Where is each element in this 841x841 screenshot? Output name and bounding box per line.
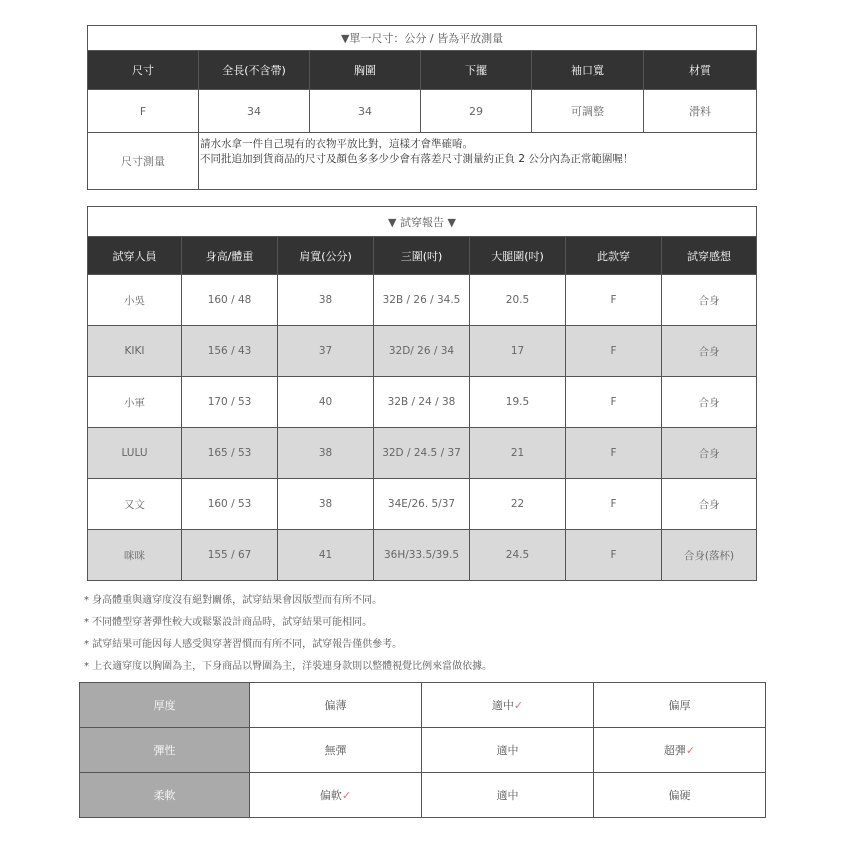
thigh: 19.5 <box>470 377 566 428</box>
length-value: 34 <box>199 90 310 133</box>
size-worn: F <box>566 479 662 530</box>
attribute-label: 厚度 <box>80 683 250 728</box>
feedback: 合身 <box>662 326 757 377</box>
size-worn: F <box>566 530 662 581</box>
tester-name: KIKI <box>88 326 182 377</box>
thigh: 21 <box>470 428 566 479</box>
shoulder-width: 38 <box>278 479 374 530</box>
shoulder-width: 38 <box>278 275 374 326</box>
table-row <box>88 428 757 479</box>
table-row <box>88 377 757 428</box>
thigh: 20.5 <box>470 275 566 326</box>
fit-header-height-weight: 身高/體重 <box>182 237 278 275</box>
size-table <box>87 25 757 190</box>
attribute-row <box>80 683 766 728</box>
note-item: * 上衣適穿度以胸圍為主，下身商品以臀圍為主，洋裝連身款則以整體視覺比例來當做依據。 <box>84 661 493 672</box>
fit-report-header <box>88 237 757 275</box>
size-worn: F <box>566 326 662 377</box>
size-worn: F <box>566 377 662 428</box>
height-weight: 155 / 67 <box>182 530 278 581</box>
thigh: 22 <box>470 479 566 530</box>
feedback: 合身 <box>662 479 757 530</box>
measurements: 32D / 24.5 / 37 <box>374 428 470 479</box>
height-weight: 165 / 53 <box>182 428 278 479</box>
attribute-option: 偏薄 <box>250 683 422 728</box>
table-row <box>88 479 757 530</box>
attribute-option: 適中✓ <box>422 683 594 728</box>
fit-report-table <box>87 206 757 581</box>
check-icon: ✓ <box>685 744 696 757</box>
chest-value: 34 <box>310 90 421 133</box>
note-item: * 不同體型穿著彈性較大或鬆緊設計商品時，試穿結果可能相同。 <box>84 617 373 628</box>
tester-name: 小吳 <box>88 275 182 326</box>
shoulder-width: 38 <box>278 428 374 479</box>
measurements: 34E/26. 5/37 <box>374 479 470 530</box>
measurements: 32B / 26 / 34.5 <box>374 275 470 326</box>
fit-header-thigh: 大腿圍(吋) <box>470 237 566 275</box>
feedback: 合身(落杯) <box>662 530 757 581</box>
size-header-cuff: 袖口寬 <box>532 51 644 90</box>
material-value: 滑料 <box>644 90 757 133</box>
attribute-option: 偏厚 <box>594 683 766 728</box>
size-worn: F <box>566 428 662 479</box>
shoulder-width: 40 <box>278 377 374 428</box>
measurements: 36H/33.5/39.5 <box>374 530 470 581</box>
measurement-note-label: 尺寸測量 <box>88 133 199 190</box>
attribute-label: 柔軟 <box>80 773 250 818</box>
feedback: 合身 <box>662 377 757 428</box>
fit-report-caption: ▼ 試穿報告 ▼ <box>88 207 757 237</box>
note-item: * 試穿結果可能因每人感受與穿著習慣而有所不同，試穿報告僅供參考。 <box>84 639 403 650</box>
attribute-option: 適中 <box>422 728 594 773</box>
tester-name: LULU <box>88 428 182 479</box>
attribute-label: 彈性 <box>80 728 250 773</box>
attribute-row <box>80 773 766 818</box>
measurements: 32B / 24 / 38 <box>374 377 470 428</box>
check-icon: ✓ <box>513 699 524 712</box>
measurements: 32D/ 26 / 34 <box>374 326 470 377</box>
size-header-hem: 下擺 <box>421 51 532 90</box>
table-row <box>88 275 757 326</box>
size-table-header <box>88 51 757 90</box>
check-icon: ✓ <box>341 789 352 802</box>
size-header-material: 材質 <box>644 51 757 90</box>
tester-name: 小軍 <box>88 377 182 428</box>
attribute-option: 適中 <box>422 773 594 818</box>
note-item: * 身高體重與適穿度沒有絕對關係，試穿結果會因版型而有所不同。 <box>84 595 383 606</box>
height-weight: 160 / 48 <box>182 275 278 326</box>
shoulder-width: 41 <box>278 530 374 581</box>
attribute-option: 偏硬 <box>594 773 766 818</box>
table-row <box>88 326 757 377</box>
fit-notes <box>84 593 492 681</box>
attribute-option: 超彈✓ <box>594 728 766 773</box>
hem-value: 29 <box>421 90 532 133</box>
attribute-row <box>80 728 766 773</box>
attribute-option: 偏軟✓ <box>250 773 422 818</box>
size-value: F <box>88 90 199 133</box>
feedback: 合身 <box>662 275 757 326</box>
shoulder-width: 37 <box>278 326 374 377</box>
size-worn: F <box>566 275 662 326</box>
height-weight: 170 / 53 <box>182 377 278 428</box>
size-header-size: 尺寸 <box>88 51 199 90</box>
attribute-option: 無彈 <box>250 728 422 773</box>
size-table-caption: ▼單一尺寸：公分 / 皆為平放測量 <box>88 26 757 51</box>
cuff-value: 可調整 <box>532 90 644 133</box>
fit-header-tester: 試穿人員 <box>88 237 182 275</box>
fit-header-measurements: 三圍(吋) <box>374 237 470 275</box>
fit-header-shoulder: 肩寬(公分) <box>278 237 374 275</box>
feedback: 合身 <box>662 428 757 479</box>
measurement-note <box>199 133 757 190</box>
height-weight: 156 / 43 <box>182 326 278 377</box>
thigh: 17 <box>470 326 566 377</box>
measurement-note-line: 不同批追加到貨商品的尺寸及顏色多多少少會有落差尺寸測量約正負 2 公分內為正常範圍喔！ <box>200 153 634 165</box>
size-table-row <box>88 90 757 133</box>
measurement-note-line: 請水水拿一件自己現有的衣物平放比對，這樣才會準確唷。 <box>200 138 473 150</box>
fit-header-feedback: 試穿感想 <box>662 237 757 275</box>
height-weight: 160 / 53 <box>182 479 278 530</box>
size-header-length: 全長(不含帶) <box>199 51 310 90</box>
thigh: 24.5 <box>470 530 566 581</box>
size-header-chest: 胸圍 <box>310 51 421 90</box>
table-row <box>88 530 757 581</box>
tester-name: 咪咪 <box>88 530 182 581</box>
fabric-attributes-table <box>79 682 766 818</box>
fit-header-size-worn: 此款穿 <box>566 237 662 275</box>
tester-name: 又文 <box>88 479 182 530</box>
